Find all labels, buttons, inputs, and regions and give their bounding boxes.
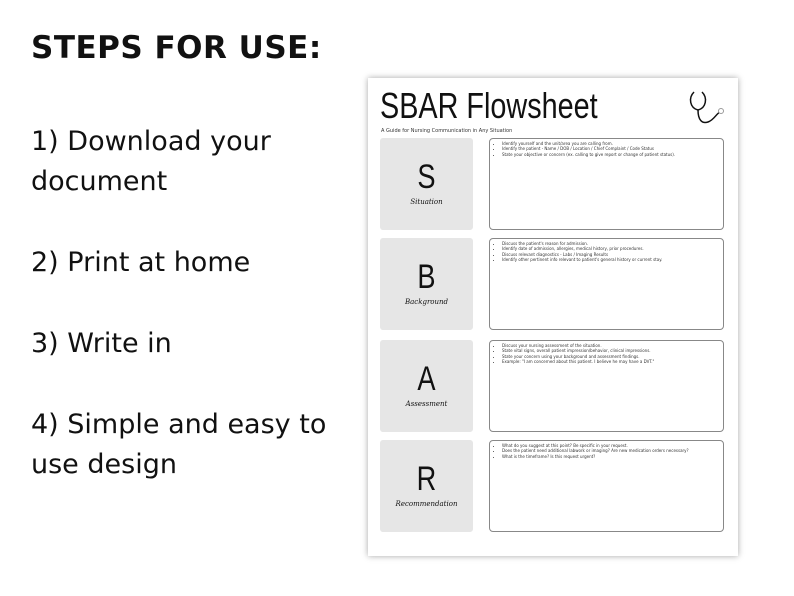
bullet-item: • Discuss the patient's reason for admission.	[502, 241, 723, 246]
step-item: 3) Write in	[31, 328, 172, 359]
sheet-title: SBAR Flowsheet	[380, 85, 598, 126]
bullet-item: • What is the timeframe? Is this request urgent?	[502, 454, 723, 459]
steps-heading: STEPS FOR USE:	[31, 30, 322, 66]
bullet-item: • State your concern using your background and assessment findings.	[502, 354, 723, 359]
bullet-item: • State vital signs, overall patient impression/behavior, clinical impressions.	[502, 348, 723, 353]
notes-box	[489, 238, 724, 330]
step-item: 4) Simple and easy to use design	[31, 409, 327, 480]
notes-box	[489, 440, 724, 532]
letter-box	[380, 138, 473, 230]
sbar-word: Background	[404, 298, 449, 306]
notes-box	[489, 138, 724, 230]
letter-box	[380, 440, 473, 532]
bullet-item: • Identify yourself and the unit/area you are calling from.	[502, 141, 723, 146]
sbar-row-s	[380, 138, 724, 230]
step-item: 1) Download your document	[31, 126, 271, 197]
bullet-item: • State your objective or concern (ex. calling to give report or change of patient status).	[502, 152, 723, 157]
bullet-item: • Identify the patient - Name / DOB / Location / Chief Complaint / Code Status	[502, 146, 723, 151]
sbar-flowsheet-preview	[368, 78, 738, 556]
bullet-item: • What do you suggest at this point? Be specific in your request.	[502, 443, 723, 448]
bullet-item: • Identify other pertinent info relevant to patient's general history or current stay.	[502, 257, 723, 262]
sbar-word: Recommendation	[395, 500, 458, 508]
letter-box	[380, 238, 473, 330]
letter-box	[380, 340, 473, 432]
sbar-row-b	[380, 238, 724, 330]
sbar-word: Assessment	[405, 400, 448, 408]
sheet-subtitle: A Guide for Nursing Communication in Any Situation	[381, 128, 513, 134]
stethoscope-icon	[686, 88, 726, 128]
sbar-letter: B	[417, 258, 436, 296]
bullet-item: • Discuss relevant diagnostics - Labs / Imaging Results	[502, 252, 723, 257]
sbar-letter: S	[417, 158, 436, 196]
sbar-row-r	[380, 440, 724, 532]
sbar-word: Situation	[410, 198, 443, 206]
bullet-item: • Does the patient need additional labwork or imaging? Are new medication orders necessary?	[502, 448, 723, 453]
bullet-item: • Discuss your nursing assessment of the situation.	[502, 343, 723, 348]
bullet-item: • Identify date of admission, allergies, medical history, prior procedures.	[502, 246, 723, 251]
step-item: 2) Print at home	[31, 247, 251, 278]
bullet-item: • Example: "I am concerned about this patient. I believe he may have a DVT."	[502, 359, 723, 364]
sbar-letter: R	[416, 460, 437, 498]
notes-box	[489, 340, 724, 432]
sbar-letter: A	[417, 360, 436, 398]
steps-list	[31, 122, 341, 526]
sbar-row-a	[380, 340, 724, 432]
